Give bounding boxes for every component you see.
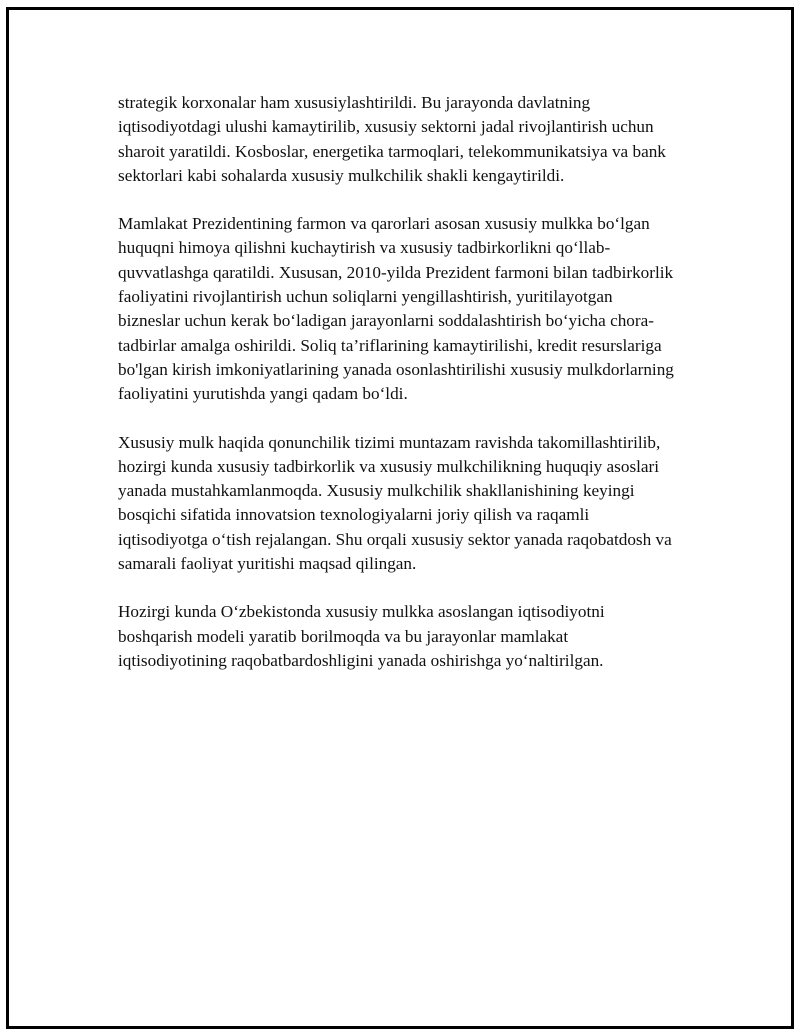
document-body <box>118 91 678 697</box>
paragraph-3: Xususiy mulk haqida qonunchilik tizimi muntazam ravishda takomillashtirilib, hozirgi kunda xususiy tadbirkorlik va xususiy mulkchilikning huquqiy asoslari yanada mustahkamlanmoqda. Xususiy mulkchilik shakllanishining keyingi bosqichi sifatida innovatsion texnologiyalarni joriy qilish va raqamli iqtisodiyotga o‘tish rejalangan. Shu orqali xususiy sektor yanada raqobatdosh va samarali faoliyat yuritishi maqsad qilingan. <box>118 432 672 574</box>
paragraph-2: Mamlakat Prezidentining farmon va qarorlari asosan xususiy mulkka bo‘lgan huquqni himoya qilishni kuchaytirish va xususiy tadbirkorlikni qo‘llab-quvvatlashga qaratildi. Xususan, 2010-yilda Prezident farmoni bilan tadbirkorlik faoliyatini rivojlantirish uchun soliqlarni yengillashtirish, yuritilayotgan bizneslar uchun kerak bo‘ladigan jarayonlarni soddalashtirish bo‘yicha chora-tadbirlar amalga oshirildi. Soliq ta’riflarining kamaytirilishi, kredit resurslariga bo'lgan kirish imkoniyatlarining yanada osonlashtirilishi xususiy mulkdorlarning faoliyatini yurutishda yangi qadam bo‘ldi. <box>118 214 674 404</box>
paragraph-4: Hozirgi kunda O‘zbekistonda xususiy mulkka asoslangan iqtisodiyotni boshqarish modeli yaratib borilmoqda va bu jarayonlar mamlakat iqtisodiyotining raqobatbardoshligini yanada oshirishga yo‘naltirilgan. <box>118 602 605 670</box>
paragraph-1: strategik korxonalar ham xususiylashtirildi. Bu jarayonda davlatning iqtisodiyotdagi ulushi kamaytirilib, xususiy sektorni jadal rivojlantirish uchun sharoit yaratildi. Kosboslar, energetika tarmoqlari, telekommunikatsiya va bank sektorlari kabi sohalarda xususiy mulkchilik shakli kengaytirildi. <box>118 93 666 185</box>
